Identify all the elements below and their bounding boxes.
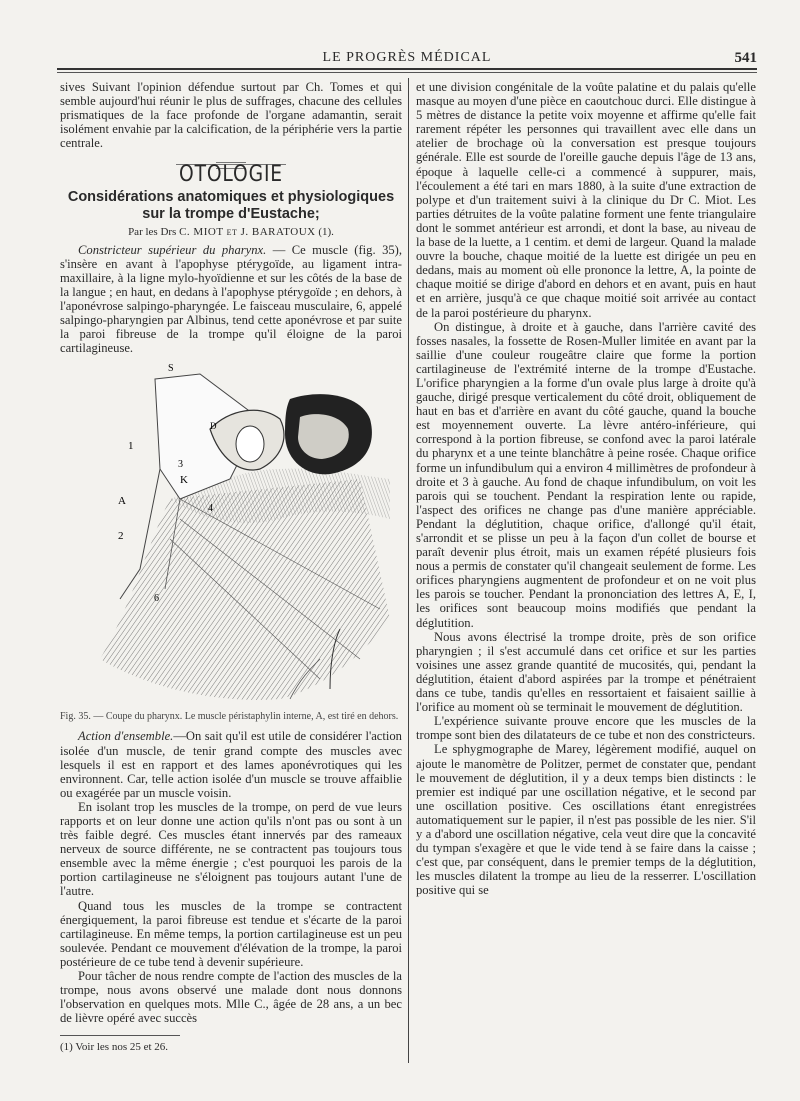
running-header — [57, 48, 757, 70]
figure-label-k: K — [180, 474, 188, 487]
figure-label-a: A — [118, 495, 126, 508]
byline-prefix: Par les Drs — [128, 225, 177, 238]
figure-label-3: 3 — [178, 459, 183, 471]
column-divider — [408, 78, 409, 1063]
paragraph-body: — Ce muscle (fig. 35), s'insère en avant à l'apophyse ptérygoïde, au ligament intra-maxillaire, à la ligne mylo-hyoïdienne et sur les côtés de la base de la langue ; en haut, en dedans à l'apophyse ptérygoïde ; en dehors, à l'aponévrose salpingo-pharyngée. Le faisceau musculaire, 6, appelé salpingo-pharyngien par Albinus, tend cette aponévrose et par suite la paroi fibreuse de la trompe qu'il éloigne de la paroi cartilagineuse. — [60, 242, 403, 356]
paragraph-constricteur — [60, 243, 402, 356]
left-column — [60, 80, 402, 1054]
figure-caption: Fig. 35. — Coupe du pharynx. Le muscle péristaphylin interne, A, est tiré en dehors. — [60, 711, 399, 723]
paragraph-sphygmographe: Le sphygmographe de Marey, légèrement modifié, auquel on ajoute le manomètre de Politzer, permet de constater que, pendant le mouvement de déglutition, il y a deux temps bien distincts : le premier est indiqué par une oscillation négative, et le second par une oscillation positive. Ces oscillations étant enregistrées automatiquement sur le papier, il n'est pas possible de les nier. S'il y a d'abord une oscillation négative, cela veut dire que la concavité du tympan s'exagère et que le vide tend à se faire dans la caisse ; c'est que, par conséquent, dans le premier temps de la déglutition, les muscles dilatent la trompe au lieu de la resserrer. L'oscillation positive qui se — [416, 742, 756, 898]
figure-label-s: S — [168, 363, 174, 375]
section-title: OTOLOGIE — [179, 162, 283, 188]
figure-label-1: 1 — [128, 440, 134, 453]
paragraph-continuation: et une division congénitale de la voûte palatine et du palais qu'elle masque au moyen d'une pièce en caoutchouc durci. Elle distingue à 5 mètres de distance la petite voix moyenne et affirme qu'elle fait rarement répéter les personnes qui travaillent avec elle dans un atelier de brochage où la conversation est presque toujours générale. Elle est sourde de l'oreille gauche depuis l'âge de 13 ans, époque à laquelle celle-ci a commencé à suppurer, mais, l'écoulement a été tari en mars 1880, à la suite d'une extraction de polype et d'un traitement suivi à la clinique du Dr C. Miot. Les parties détruites de la voûte palatine forment une fente triangulaire dont le sommet antérieur est arrondi, et dont la base, au niveau de la base de la luette, a 1 centim. et demi de largeur. Quand la malade ouvre la bouche, chaque moitié de la luette est dirigée un peu en dedans, mais au moment où elle prononce la lettre, A, la pointe de chaque moitié se dirige d'abord en dehors et en avant, puis en haut et en arrière, jusqu'à ce que chaque moitié soit arrivée au contact de la paroi postérieure du pharynx. — [416, 80, 757, 320]
figure-label-d: D — [210, 421, 217, 432]
paragraph-electrise: Nous avons électrisé la trompe droite, près de son orifice pharyngien ; il s'est accumulé dans cet orifice et sur les parties voisines une assez grande quantité de mucosités, qui, pendant la déglutition, étaient d'abord aspirées par la trompe et pénétraient dans ce tube, tandis qu'elles en ressortaient et faisaient saillie à l'orifice au moment où se terminait le mouvement de déglutition. — [416, 629, 756, 715]
byline-authors: C. MIOT et J. BARATOUX — [179, 225, 316, 238]
header-rule — [57, 72, 757, 73]
journal-title: LE PROGRÈS MÉDICAL — [322, 50, 492, 65]
footnote-rule — [60, 1035, 180, 1036]
paragraph-body: —On sait qu'il est utile de considérer l'action isolée d'un muscle, de tenir grand compte des muscles avec lesquels il est en rapport et des lames aponévrotiques qui les environnent. Car, telle action isolée d'un muscle se trouve affaiblie ou exagérée par un muscle voisin. — [60, 729, 402, 800]
byline-note: (1). — [318, 225, 334, 238]
anatomical-figure — [60, 359, 402, 709]
paragraph-distingue: On distingue, à droite et à gauche, dans l'arrière cavité des fosses nasales, la fossette de Rosen-Muller limitée en avant par la saillie d'une couleur rougeâtre claire que forme la portion cartilagineuse de l'extrémité interne de la trompe d'Eustache. L'orifice pharyngien a la forme d'un ovale plus large à droite qu'à gauche, dirigé presque verticalement du côté droit, obliquement de haut en bas et d'arrière en avant du côté gauche, quand la bouche est moyennement ouverte. La lèvre antéro-inférieure, qui correspond à la portion fibreuse, se confond avec la paroi latérale du pharynx et a une teinte blanchâtre à peine rosée. Chaque orifice forme un infundibulum qui a environ 4 millimètres de profondeur à droite et 3 à gauche. Au fond de chaque infundibulum, on voit les parois qui se touchent. Pendant la respiration lente ou rapide, l'aspect des orifices ne change pas d'une manière appréciable. Pendant la déglutition, chaque orifice, d'allongé qu'il était, s'arrondit et se plisse un peu à la façon d'un collet de bourse et paraît devenir plus étroit, mais un examen répété plusieurs fois nous a permis de constater qu'il changeait seulement de forme. Les orifices pharyngiens augmentent de profondeur et on ne voit plus les parois se toucher. Pendant la prononciation des lettres A, E, I, les orifices sont beaucoup moins modifiés que pendant la déglutition. — [416, 319, 756, 630]
article-title: Considérations anatomiques et physiologiques sur la trompe d'Eustache; — [67, 188, 395, 222]
paragraph-action — [60, 729, 402, 799]
intro-paragraph: sives Suivant l'opinion défendue surtout par Ch. Tomes et qui semble aujourd'hui réunir le plus de suffrages, chacune des cellules prismatiques de la face profonde de l'organe adamantin, serait isolément envahie par la calcification, de la périphérie vers la partie centrale. — [60, 80, 402, 151]
paragraph-heading-italic: Constricteur supérieur du pharynx. — [78, 242, 267, 257]
byline — [60, 225, 402, 239]
paragraph-pour: Pour tâcher de nous rendre compte de l'action des muscles de la trompe, nous avons observé une malade dont nous donnons l'observation en quelques mots. Mlle C., âgée de 28 ans, a un bec de lièvre opéré avec succès — [60, 969, 402, 1026]
paragraph-experience: L'expérience suivante prouve encore que les muscles de la trompe sont bien des dilatateurs de ce tube et non des constricteurs. — [416, 714, 756, 743]
figure-label-2: 2 — [118, 530, 124, 543]
pharynx-section-illustration — [60, 359, 402, 709]
figure-label-4: 4 — [208, 503, 213, 515]
page-number: 541 — [734, 50, 757, 66]
right-column — [416, 80, 756, 897]
paragraph-isolant: En isolant trop les muscles de la trompe, on perd de vue leurs rapports et on leur donne une action qu'ils n'ont pas ou sont à un très faible degré. Ces muscles étant innervés par des rameaux nerveux de source différente, ne se contractent pas toujours tous ensemble avec la même énergie ; c'est pourquoi les parois de la portion cartilagineuse ne s'éloignent pas toujours autant l'une de l'autre. — [60, 799, 402, 899]
paragraph-heading-italic: Action d'ensemble. — [78, 729, 174, 744]
footnote: (1) Voir les nos 25 et 26. — [60, 1041, 169, 1054]
paragraph-quand: Quand tous les muscles de la trompe se contractent énergiquement, la paroi fibreuse est tendue et s'écarte de la paroi cartilagineuse. En même temps, la portion cartilagineuse est un peu soulevée. Pendant ce mouvement d'élévation de la trompe, la paroi postérieure de ce tube tend à devenir supérieure. — [60, 898, 402, 969]
figure-label-6: 6 — [154, 593, 159, 605]
